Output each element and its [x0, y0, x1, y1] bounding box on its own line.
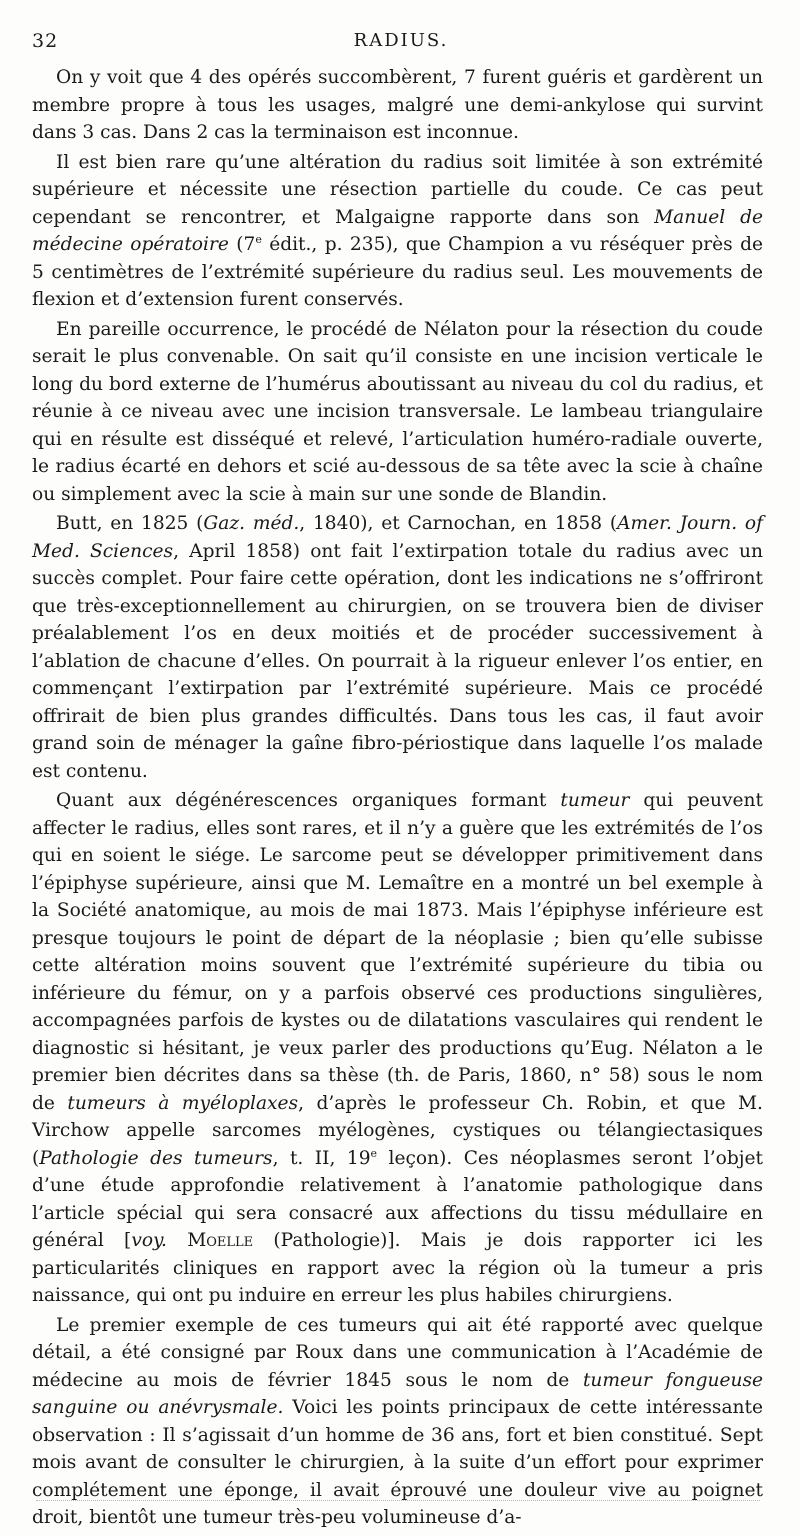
paragraph-2: [32, 149, 763, 314]
superscript-e: e: [255, 232, 262, 246]
body-text: [32, 64, 763, 1532]
superscript-e: e: [370, 1146, 378, 1160]
paragraph-1: On y voit que 4 des opérés succombèrent, 7 furent guéris et gardèrent un membre propre à tous les usages, malgré une demi-ankylose qui survint dans 3 cas. Dans 2 cas la terminaison est inconnue.: [32, 67, 763, 143]
paragraph-2-text: (7: [228, 234, 256, 255]
book-title-manuel: Manuel de médecine opératoire: [32, 206, 763, 255]
paragraph-5-text: [167, 1230, 187, 1251]
paragraph-5-text: qui peuvent affecter le radius, elles sont rares, et il n’y a guère que les extrémités de l’os qui en soient le siége. Le sarcome peut se développer primitivement dans l’épiphyse supérieure, ainsi que M. Lemaître en a montré un bel exemple à la Société anatomique, au mois de mai 1873. Mais l’épiphyse inférieure est presque toujours le point de départ de la néoplasie ; bien qu’elle subisse cette altération moins souvent que l’extrémité supérieure du tibia ou inférieure du fémur, on y a parfois observé ces productions singulières, accompagnées parfois de kystes ou de dilatations vasculaires qui rendent le diagnostic si hésitant, je veux parler des productions qu’Eug. Nélaton a le premier bien décrites dans sa thèse (th. de Paris, 1860, n° 58) sous le nom de: [32, 790, 763, 1114]
paragraph-6-text: Voici les points principaux de cette intéressante observation : Il s’agissait d’un homme de 36 ans, fort et bien constitué. Sept mois avant de consulter le chirurgien, à la suite d’un effort pour exprimer complétement une éponge, il avait éprouvé une douleur vive au poignet droit, bientôt une tumeur très-peu volumineuse d’a-: [32, 1397, 764, 1528]
paragraph-4: [32, 510, 763, 785]
paragraph-2-text: édit., p. 235), que Champion a vu réséquer près de 5 centimètres de l’extrémité supérieure du radius seul. Les mouvements de flexion et d’extension furent conservés.: [32, 234, 764, 310]
paragraph-3: En pareille occurrence, le procédé de Nélaton pour la résection du coude serait le plus convenable. On sait qu’il consiste en une incision verticale le long du bord externe de l’humérus aboutissant au niveau du col du radius, et réunie à ce niveau avec une incision transversale. Le lambeau triangulaire qui en résulte est disséqué et relevé, l’articulation huméro-radiale ouverte, le radius écarté en dehors et scié au-dessous de sa tête avec la scie à chaîne ou simplement avec la scie à main sur une sonde de Blandin.: [32, 318, 763, 505]
paragraph-5-text: , t. II, 19: [272, 1147, 371, 1169]
paragraph-4-text: Butt, en 1825 (: [56, 513, 204, 534]
bottom-rule: [36, 1500, 760, 1501]
paragraph-5-text: , d’après le professeur Ch. Robin, et que M. Virchow appelle sarcomes myélogènes, cystiques ou télangiectasiques (: [32, 1092, 763, 1169]
italic-voy: voy.: [131, 1230, 167, 1251]
italic-term-tumeur: tumeur: [560, 790, 630, 811]
page-number: 32: [32, 30, 59, 52]
paragraph-4-text: , April 1858) ont fait l’extirpation totale du radius avec un succès complet. Pour faire cette opération, dont les indications ne s’offriront que très-exceptionnellement au chirurgien, on se trouvera bien de diviser préalablement l’os en deux moitiés et de procéder successivement à l’ablation de chacune d’elles. On pourrait à la rigueur enlever l’os entier, en commençant l’extirpation par l’extrémité supérieure. Mais ce procédé offrirait de bien plus grandes difficultés. Dans tous les cas, il faut avoir grand soin de ménager la gaîne fibro-périostique dans laquelle l’os malade est contenu.: [32, 540, 763, 782]
italic-term-myeloplaxes: tumeurs à myéloplaxes: [67, 1092, 299, 1114]
page-header: [32, 30, 760, 56]
paragraph-2-text: Il est bien rare qu’une altération du radius soit limitée à son extrémité supérieure et nécessite une résection partielle du coude. Ce cas peut cependant se rencontrer, et Malgaigne rapporte dans son: [32, 151, 763, 228]
paragraph-5-text: leçon). Ces néoplasmes seront l’objet d’une étude approfondie relativement à l’anatomie pathologique dans l’article spécial qui sera consacré aux affections du tissu médullaire en général [: [32, 1147, 764, 1251]
running-title: RADIUS.: [353, 30, 449, 51]
paragraph-6: [32, 1312, 763, 1532]
journal-title-amer-journ: Amer. Journ. of Med. Sciences: [32, 513, 763, 562]
book-title-pathologie: Pathologie des tumeurs: [39, 1147, 273, 1169]
paragraph-4-text: , 1840), et Carnochan, en 1858 (: [299, 513, 618, 534]
paragraph-6-text: Le premier exemple de ces tumeurs qui ait été rapporté avec quelque détail, a été consigné par Roux dans une communication à l’Académie de médecine au mois de février 1845 sous le nom de: [32, 1314, 763, 1391]
journal-title-gaz-med: Gaz. méd.: [203, 513, 300, 534]
italic-term-tumeur-fongueuse: tumeur fongueuse sanguine ou anévrysmale.: [32, 1369, 763, 1418]
paragraph-5-text: (Pathologie)]. Mais je dois rapporter ici les particularités cliniques en rapport avec la région où la tumeur a pris naissance, qui ont pu induire en erreur les plus habiles chirurgiens.: [32, 1230, 763, 1306]
cross-reference-moelle: Moelle: [187, 1230, 254, 1251]
paragraph-5: [32, 787, 763, 1310]
paragraph-5-text: Quant aux dégénérescences organiques formant: [56, 790, 561, 811]
